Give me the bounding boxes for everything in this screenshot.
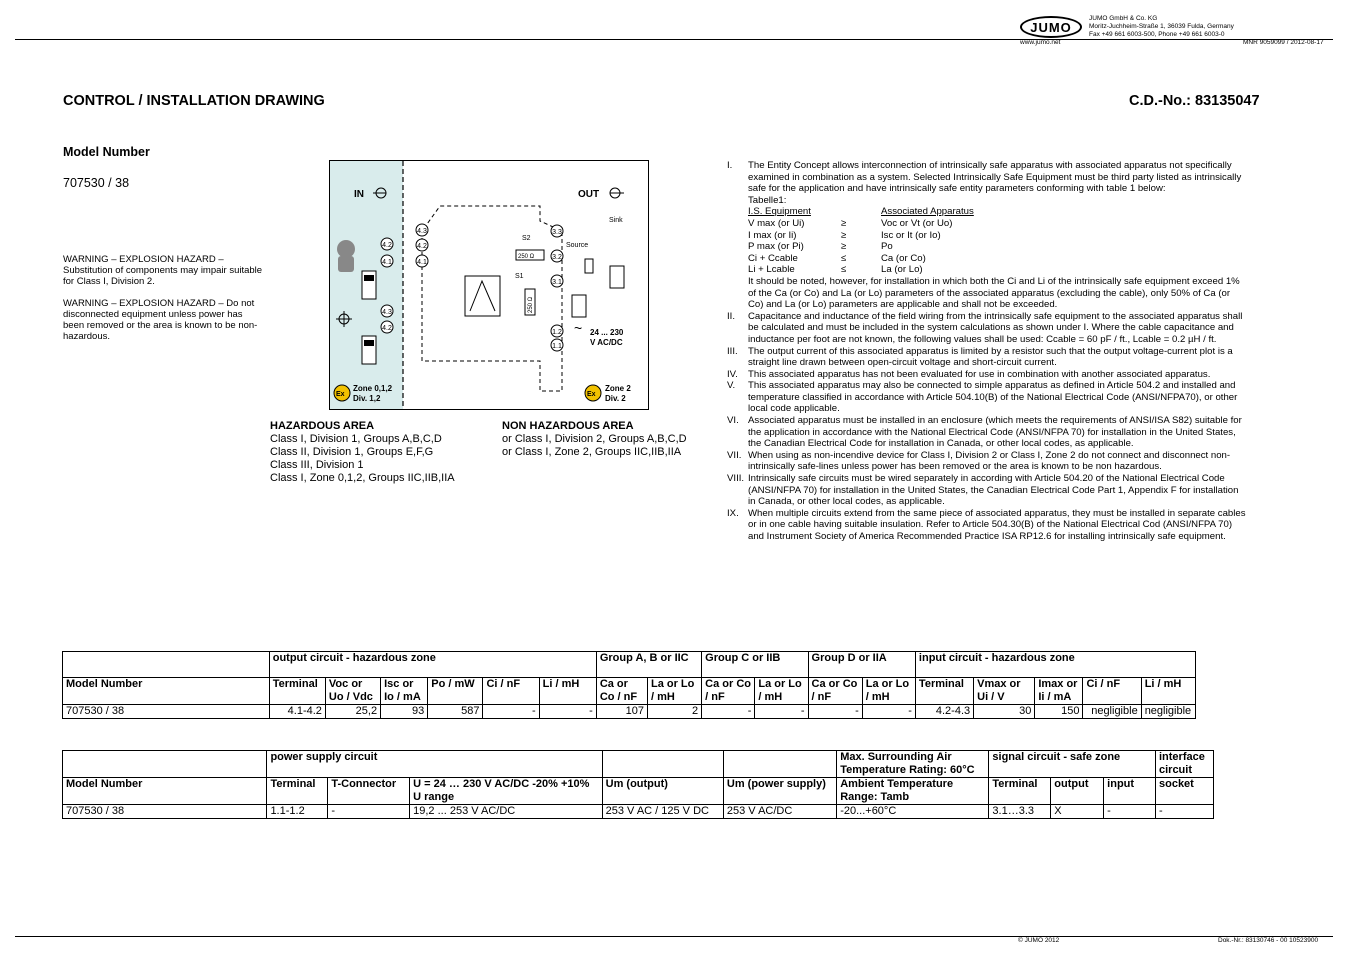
footer-rule [15, 936, 1333, 937]
table2-model-header: Model Number [63, 778, 267, 805]
company-address: JUMO GmbH & Co. KG Moritz-Juchheim-Straße 1, 36039 Fulda, Germany Fax +49 661 6003-500, Phone +49 661 6003-0 [1089, 15, 1234, 38]
note-viii: VIII. Intrinsically safe circuits must be wired separately in according with Article 504.20 of the National Electrical Code (ANSI/NFPA 70) for installation in the United States, the Canadian Electrical Code Part 1, Appendix F for installation in Canada, or other local codes, as applicable. [727, 473, 1239, 508]
note-vii: VII. When using as non-incendive device for Class I, Division 2 or Class I, Zone 2 do not connect and disconnect non-intrinsically safe-lines unless power has been removed or the area is known to be non hazardous. [727, 449, 1231, 473]
zone-left-1: Zone 0,1,2 [353, 384, 393, 393]
entity-notes [727, 160, 1247, 543]
terminal-4-3b: 4.3 [382, 309, 392, 316]
power-supply-table: power supply circuit Max. Surrounding Air Temperature Rating: 60°C signal circuit - safe zone interface circuit Model Number Terminal T-Connector U = 24 … 230 V AC/DC -20% +10% U range Um (output) Um (power supply) Ambient Temperature Range: Tamb Terminal output input socket 707530 / 38 1.1-1.2 - 19,2 ... 253 V AC/DC 253 V AC / 125 V DC 253 V AC/DC -20...+60°C 3.1…3.3 X - - [62, 750, 1214, 819]
terminal-3-2: 3.2 [552, 254, 562, 261]
table2-power-header: power supply circuit [267, 751, 602, 778]
table1-input-header: input circuit - hazardous zone [915, 652, 1195, 678]
terminal-4-2c: 4.2 [417, 243, 427, 250]
terminal-4-2b: 4.2 [382, 325, 392, 332]
mnr-number: MNR 9059099 / 2012-08-17 [1243, 39, 1324, 46]
terminal-4-1a: 4.1 [382, 259, 392, 266]
hazardous-area: HAZARDOUS AREA Class I, Division 1, Groups A,B,C,D Class II, Division 1, Groups E,F,G Class III, Division 1 Class I, Zone 0,1,2, Groups IIC,IIB,IIA [270, 420, 455, 484]
table1-group-c-header: Group C or IIB [702, 652, 808, 678]
table1-blank-header [63, 652, 270, 678]
s1-label: S1 [515, 273, 524, 280]
terminal-1-1: 1.1 [552, 343, 562, 350]
hazardous-heading: HAZARDOUS AREA [270, 420, 375, 432]
resistor-250-b: 250 Ω [528, 296, 534, 313]
zone-right-2: Div. 2 [605, 394, 626, 403]
note-ii: II. Capacitance and inductance of the field wiring from the intrinsically safe equipment to the associated apparatus shall be calculated and must be included in the system calculations as shown under I. Where the cable capacitance and inductance per foot are not known, the following values shall be used: Ccable = 60 pF / ft., Lcable = 0.2 µH / ft. [727, 310, 1243, 345]
note-iv: IV. This associated apparatus has not been evaluated for use in combination with another associated apparatus. [727, 368, 1211, 380]
note-iii: III. The output current of this associated apparatus is limited by a resistor such that the output voltage-current plot is a straight line drawn between open-circuit voltage and short-circuit current. [727, 345, 1233, 369]
note-ix: IX. When multiple circuits extend from the same piece of associated apparatus, they must be installed in separate cables or in one cable having suitable insulation. Refer to Article 504.30(B) of the National Electrical Cod (ANSI/NFPA 70) and Instrument Society of America Recommended Practice ISA RP12.6 for installing intrinsically safe equipment. [727, 507, 1246, 542]
s2-label: S2 [522, 235, 531, 242]
header-rule [15, 39, 1333, 40]
footer-doc-number: Dok.-Nr.: 83130746 - 00 10523900 [1218, 937, 1319, 944]
table1-model-header: Model Number [63, 678, 270, 705]
wiring-diagram [329, 160, 649, 410]
terminal-1-2: 1.2 [552, 329, 562, 336]
entity-parameters-table: output circuit - hazardous zone Group A, B or IIC Group C or IIB Group D or IIA input circuit - hazardous zone Model Number Terminal Voc or Uo / Vdc Isc or Io / mA Po / mW Ci / nF Li / mH Ca or Co / nF La or Lo / mH Ca or Co / nF La or Lo / mH Ca or Co / nF La or Lo / mH Terminal Vmax or Ui / V Imax or Ii / mA Ci / nF Li / mH 707530 / 38 4.1-4.2 25,2 93 587 - - 107 2 - - - - 4.2-4.3 30 150 negligible negligible [62, 651, 1196, 719]
jumo-logo: JUMO [1020, 16, 1082, 38]
out-label: OUT [578, 189, 600, 200]
table2-signal-header: signal circuit - safe zone [989, 751, 1156, 778]
note-vi: VI. Associated apparatus must be installed in an enclosure (which meets the requirements of ANSI/ISA S82) suitable for the application in accordance with the National Electrical Code (ANSI/NFPA 70) for installation in the United States, the Canadian Electrical Code for installation in Canada, or other local codes, as applicable. [727, 415, 1242, 450]
source-label: Source [566, 242, 589, 249]
ex-badge-left: Ex [336, 391, 345, 398]
table1-group-a-header: Group A, B or IIC [596, 652, 701, 678]
non-hazardous-heading: NON HAZARDOUS AREA [502, 420, 634, 432]
table2-temp-header: Max. Surrounding Air Temperature Rating: 60°C [837, 751, 989, 778]
cd-number: C.D.-No.: 83135047 [1129, 93, 1260, 109]
terminal-4-1: 4.1 [417, 259, 427, 266]
warning-1: WARNING – EXPLOSION HAZARD – Substitution of components may impair suitable for Class I, Division 2. [63, 254, 263, 287]
website: www.jumo.net [1020, 39, 1061, 46]
non-hazardous-area: NON HAZARDOUS AREA or Class I, Division 2, Groups A,B,C,D or Class I, Zone 2, Groups IIC,IIB,IIA [502, 420, 687, 458]
page-title: CONTROL / INSTALLATION DRAWING [63, 93, 325, 109]
terminal-3-3: 3.3 [552, 229, 562, 236]
terminal-4-2a: 4.2 [382, 242, 392, 249]
model-value: 707530 / 38 [63, 176, 130, 190]
table-row: 707530 / 38 4.1-4.2 25,2 93 587 - - 107 2 - - - - 4.2-4.3 30 150 negligible negligible [63, 705, 1196, 719]
supply-label-2: V AC/DC [590, 338, 623, 347]
table2-blank-header [63, 751, 267, 778]
terminal-4-3: 4.3 [417, 228, 427, 235]
note-i: I. The Entity Concept allows interconnection of intrinsically safe apparatus with associated apparatus not specifically examined in combination as a system. Selected Intrinsically Safe Equipment must be third party listed as intrinsically safe for the application and have intrinsically safe entity parameters conforming with table 1 below: [727, 160, 1242, 195]
footer-copyright: © JUMO 2012 [1018, 937, 1060, 944]
table1-output-header: output circuit - hazardous zone [269, 652, 596, 678]
supply-label-1: 24 ... 230 [590, 328, 624, 337]
warning-2: WARNING – EXPLOSION HAZARD – Do not disconnected equipment unless power has been removed or the area is known to be non-hazardous. [63, 298, 258, 342]
tabelle-label: Tabelle1: [748, 194, 787, 206]
sink-label: Sink [609, 217, 623, 224]
zone-right-1: Zone 2 [605, 384, 631, 393]
terminal-3-1: 3.1 [552, 279, 562, 286]
in-label: IN [354, 189, 364, 200]
note-i-after: It should be noted, however, for installation in which both the Ci and Li of the intrinsically safe equipment exceed 1% of the Ca (or Co) and La (or Lo) parameters of the associated apparatus (excluding the cable), only 50% of Ca (or Co) and La (or Lo) parameters are applicable and shall not be exceeded. [748, 275, 1240, 311]
ex-badge-right: Ex [587, 391, 596, 398]
resistor-250-a: 250 Ω [518, 254, 535, 260]
ac-symbol: ~ [574, 320, 583, 336]
note-v: V. This associated apparatus may also be connected to simple apparatus as defined in Article 504.2 and installed and temperature classified in accordance with Article 504.10(B) of the National Electrical Code (ANSI/NFPA70), or other local code applicable. [727, 380, 1238, 415]
table-row: 707530 / 38 1.1-1.2 - 19,2 ... 253 V AC/DC 253 V AC / 125 V DC 253 V AC/DC -20...+60°C 3.1…3.3 X - - [63, 805, 1214, 819]
table1-group-d-header: Group D or IIA [808, 652, 915, 678]
zone-left-2: Div. 1,2 [353, 394, 381, 403]
entity-table: I.S. Equipment Associated Apparatus V max (or Ui) ≥ Voc or Vt (or Uo) I max (or Ii) ≥ Isc or It (or Io) P max (or Pi) ≥ Po Ci + Ccable ≤ Ca (or Co) Li + Lcable ≤ La (or Lo) [748, 206, 974, 276]
model-heading: Model Number [63, 145, 150, 159]
table2-interface-header: interface circuit [1155, 751, 1213, 778]
